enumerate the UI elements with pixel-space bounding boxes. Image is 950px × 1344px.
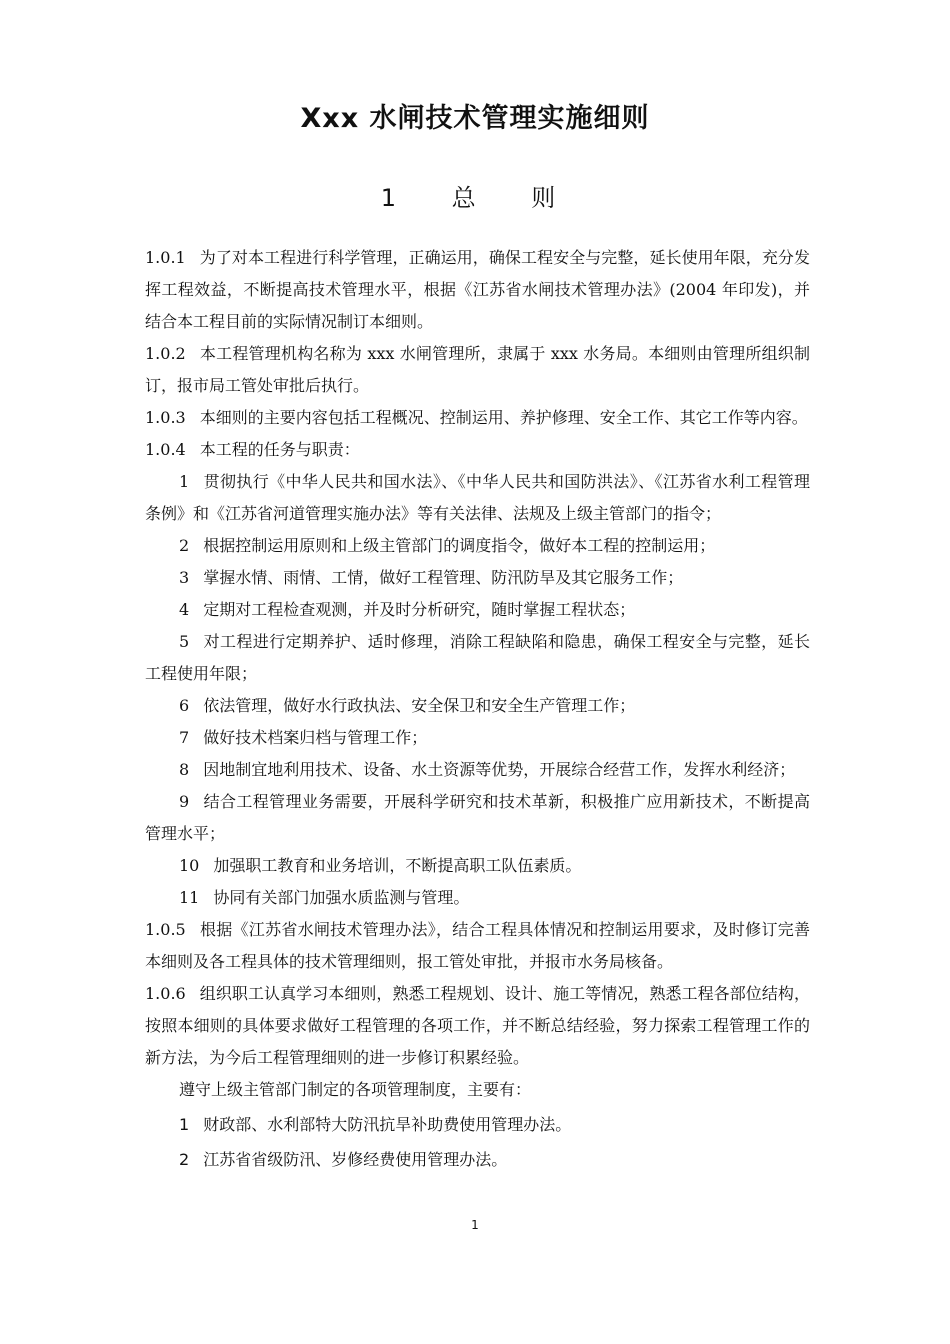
duty-number: 4 (179, 600, 190, 619)
section-paragraph (145, 338, 810, 402)
duty-text: 结合工程管理业务需要，开展科学研究和技术革新，积极推广应用新技术，不断提高管理水平； (145, 792, 810, 843)
duty-text: 定期对工程检查观测，并及时分析研究，随时掌握工程状态； (203, 600, 636, 619)
section-text: 根据《江苏省水闸技术管理办法》，结合工程具体情况和控制运用要求，及时修订完善本细则及各工程具体的技术管理细则，报工管处审批，并报市水务局核备。 (145, 920, 810, 971)
section-number: 1.0.2 (145, 344, 186, 363)
document-body (145, 242, 810, 1176)
duty-number: 3 (179, 568, 190, 587)
duty-text: 掌握水情、雨情、工情，做好工程管理、防汛防旱及其它服务工作； (203, 568, 684, 587)
document-title: Xxx 水闸技术管理实施细则 (300, 103, 650, 134)
regulation-text: 江苏省省级防汛、岁修经费使用管理办法。 (203, 1150, 508, 1169)
duty-item (145, 882, 810, 914)
section-number: 1.0.4 (145, 440, 186, 459)
duty-number: 1 (179, 472, 190, 491)
section-paragraph (145, 402, 810, 434)
duty-item (145, 850, 810, 882)
duty-text: 贯彻执行《中华人民共和国水法》、《中华人民共和国防洪法》、《江苏省水利工程管理条例》和《江苏省河道管理实施办法》等有关法律、法规及上级主管部门的指令； (145, 472, 810, 523)
section-paragraph (145, 242, 810, 338)
duty-number: 6 (179, 696, 190, 715)
duty-number: 10 (179, 856, 200, 875)
duty-text: 对工程进行定期养护、适时修理，消除工程缺陷和隐患，确保工程安全与完整，延长工程使用年限； (145, 632, 810, 683)
duty-item (145, 690, 810, 722)
duty-text: 依法管理，做好水行政执法、安全保卫和安全生产管理工作； (203, 696, 636, 715)
section-paragraph (145, 434, 810, 466)
section-number: 1.0.3 (145, 408, 186, 427)
section-number: 1.0.5 (145, 920, 186, 939)
regulation-item (145, 1143, 810, 1176)
duty-text: 因地制宜地利用技术、设备、水土资源等优势，开展综合经营工作，发挥水利经济； (203, 760, 796, 779)
regulations-intro: 遵守上级主管部门制定的各项管理制度，主要有： (179, 1080, 532, 1099)
duty-number: 5 (179, 632, 190, 651)
duty-item (145, 786, 810, 850)
duty-text: 协同有关部门加强水质监测与管理。 (213, 888, 470, 907)
page-number: 1 (471, 1218, 479, 1232)
duty-number: 9 (179, 792, 190, 811)
duty-number: 2 (179, 536, 190, 555)
chapter-heading: 1 总 则 (380, 184, 570, 212)
section-text: 为了对本工程进行科学管理，正确运用，确保工程安全与完整，延长使用年限，充分发挥工程效益，不断提高技术管理水平，根据《江苏省水闸技术管理办法》(2004 年印发)，并结合本工程目前的实际情况制订本细则。 (145, 248, 810, 331)
duty-item (145, 594, 810, 626)
regulation-number: 1 (179, 1115, 190, 1134)
duty-item (145, 754, 810, 786)
duty-number: 11 (179, 888, 200, 907)
section-number: 1.0.1 (145, 248, 186, 267)
section-number: 1.0.6 (145, 984, 186, 1003)
duty-text: 加强职工教育和业务培训，不断提高职工队伍素质。 (213, 856, 582, 875)
regulation-text: 财政部、水利部特大防汛抗旱补助费使用管理办法。 (203, 1115, 572, 1134)
duty-item (145, 530, 810, 562)
duty-text: 根据控制运用原则和上级主管部门的调度指令，做好本工程的控制运用； (203, 536, 716, 555)
duty-number: 8 (179, 760, 190, 779)
duty-item (145, 562, 810, 594)
section-paragraph (145, 914, 810, 978)
duty-text: 做好技术档案归档与管理工作； (203, 728, 428, 747)
regulation-number: 2 (179, 1150, 190, 1169)
section-paragraph (145, 978, 810, 1074)
section-text: 本工程的任务与职责： (199, 440, 360, 459)
duty-number: 7 (179, 728, 190, 747)
section-text: 本工程管理机构名称为 xxx 水闸管理所，隶属于 xxx 水务局。本细则由管理所组织制订，报市局工管处审批后执行。 (145, 344, 810, 395)
section-text: 组织职工认真学习本细则，熟悉工程规划、设计、施工等情况，熟悉工程各部位结构，按照本细则的具体要求做好工程管理的各项工作，并不断总结经验，努力探索工程管理工作的新方法，为今后工程管理细则的进一步修订积累经验。 (145, 984, 810, 1067)
section-text: 本细则的主要内容包括工程概况、控制运用、养护修理、安全工作、其它工作等内容。 (199, 408, 808, 427)
regulation-item (145, 1108, 810, 1141)
duty-item (145, 722, 810, 754)
duty-item (145, 466, 810, 530)
duty-item (145, 626, 810, 690)
